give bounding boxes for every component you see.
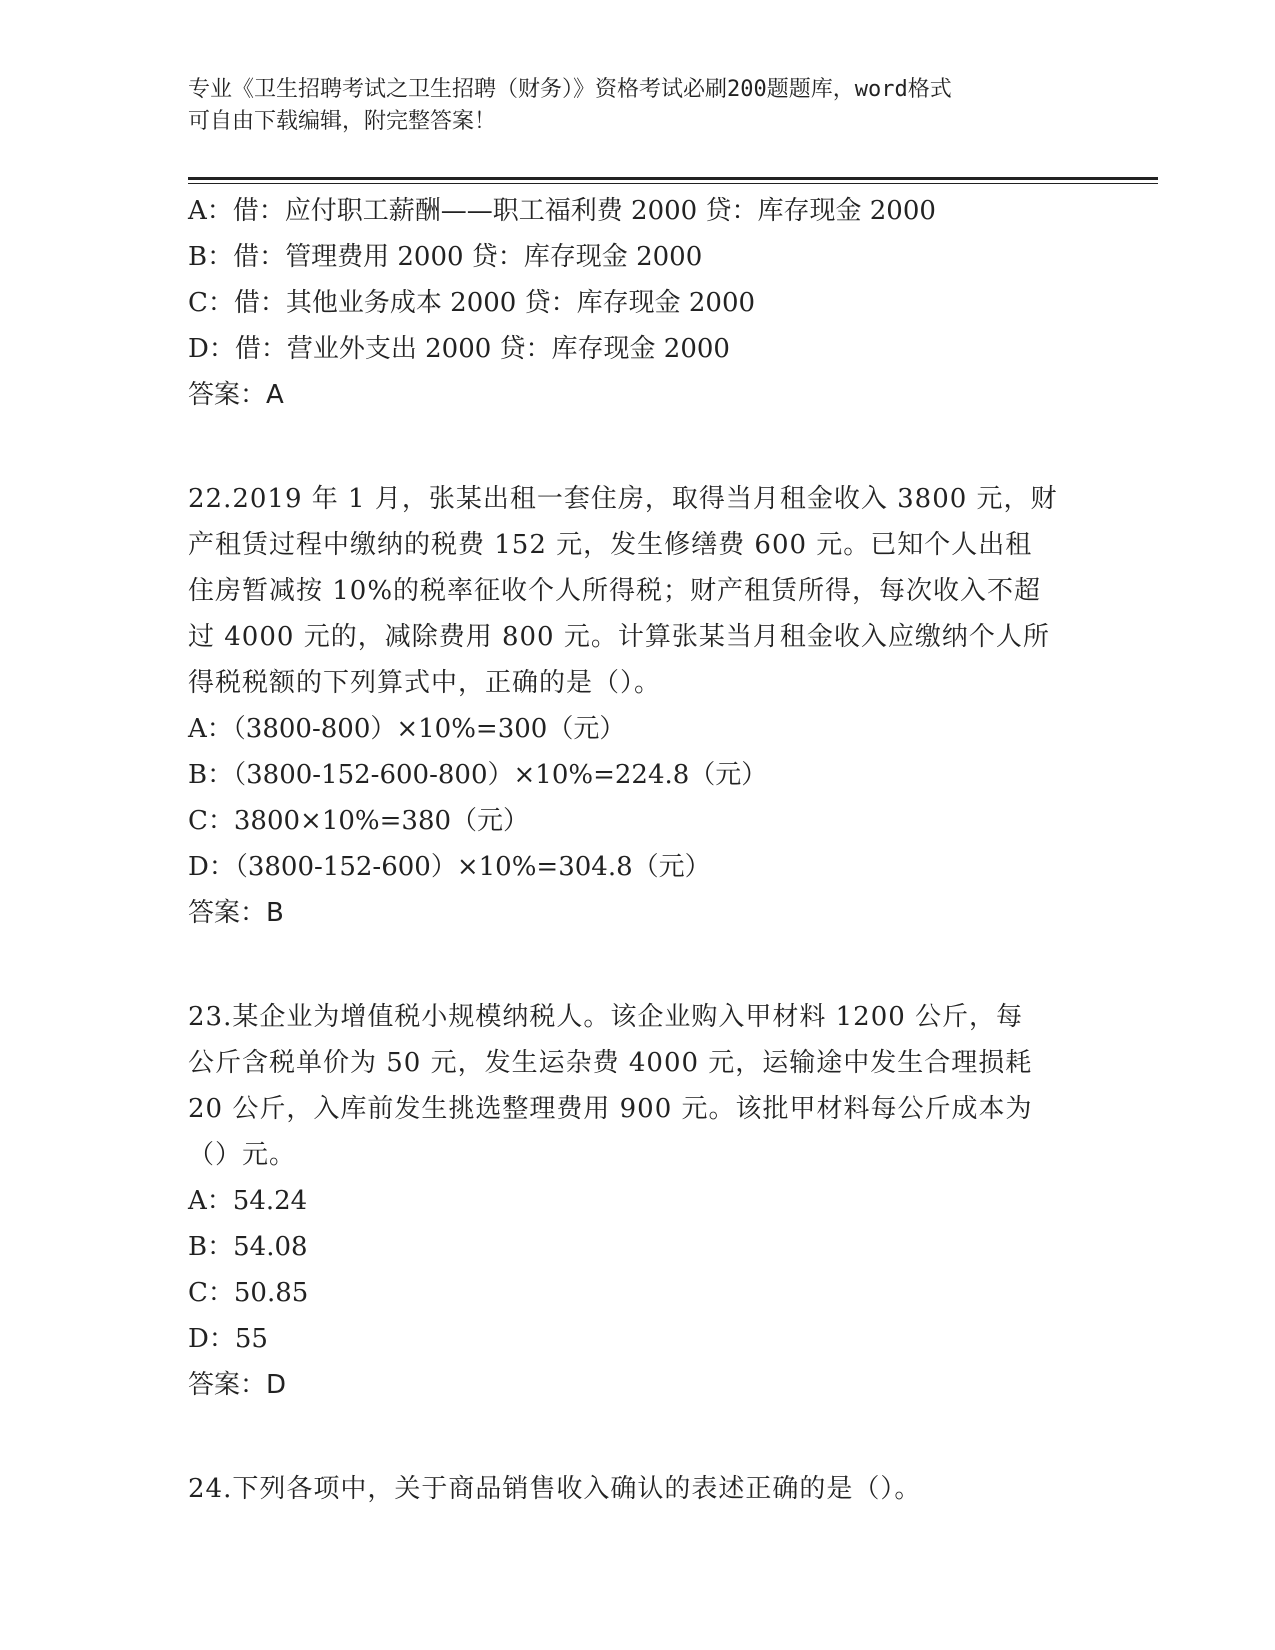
spacer bbox=[188, 936, 1088, 994]
option-d: D：（3800-152-600）×10%=304.8（元） bbox=[188, 852, 711, 882]
option-b: B：借：管理费用 2000 贷：库存现金 2000 bbox=[188, 242, 703, 272]
question-21-answer: 答案：A bbox=[188, 380, 284, 410]
document-body bbox=[188, 188, 1088, 1512]
question-22-line-1: 22.2019 年 1 月，张某出租一套住房，取得当月租金收入 3800 元，财 bbox=[188, 484, 1058, 514]
option-d: D：55 bbox=[188, 1324, 268, 1354]
question-22 bbox=[188, 476, 1088, 936]
question-22-answer: 答案：B bbox=[188, 898, 284, 928]
option-a: A：借：应付职工薪酬——职工福利费 2000 贷：库存现金 2000 bbox=[188, 196, 936, 226]
question-23 bbox=[188, 994, 1088, 1408]
spacer bbox=[188, 418, 1088, 476]
question-23-answer: 答案：D bbox=[188, 1370, 287, 1400]
question-22-line-2: 产租赁过程中缴纳的税费 152 元，发生修缮费 600 元。已知个人出租 bbox=[188, 530, 1033, 560]
question-24 bbox=[188, 1466, 1088, 1512]
question-23-line-2: 公斤含税单价为 50 元，发生运杂费 4000 元，运输途中发生合理损耗 bbox=[188, 1048, 1033, 1078]
question-21-options bbox=[188, 188, 1088, 372]
question-22-line-3: 住房暂减按 10%的税率征收个人所得税；财产租赁所得，每次收入不超 bbox=[188, 576, 1042, 606]
header-line-1: 专业《卫生招聘考试之卫生招聘（财务）》资格考试必刷200题题库，word格式 bbox=[188, 77, 952, 102]
question-23-line-1: 23.某企业为增值税小规模纳税人。该企业购入甲材料 1200 公斤，每 bbox=[188, 1002, 1024, 1032]
question-22-line-5: 得税税额的下列算式中，正确的是（）。 bbox=[188, 668, 662, 698]
option-b: B：（3800-152-600-800）×10%=224.8（元） bbox=[188, 760, 768, 790]
header-divider-thin bbox=[188, 183, 1158, 184]
option-a: A：54.24 bbox=[188, 1186, 308, 1216]
question-23-line-4: （）元。 bbox=[188, 1140, 297, 1170]
option-a: A：（3800-800）×10%=300（元） bbox=[188, 714, 626, 744]
question-24-line-1: 24.下列各项中，关于商品销售收入确认的表述正确的是（）。 bbox=[188, 1474, 922, 1504]
option-b: B：54.08 bbox=[188, 1232, 308, 1262]
option-c: C：50.85 bbox=[188, 1278, 309, 1308]
option-c: C：借：其他业务成本 2000 贷：库存现金 2000 bbox=[188, 288, 756, 318]
header-line-2: 可自由下载编辑，附完整答案！ bbox=[188, 109, 497, 134]
option-d: D：借：营业外支出 2000 贷：库存现金 2000 bbox=[188, 334, 730, 364]
document-header bbox=[188, 74, 1068, 138]
question-22-line-4: 过 4000 元的，减除费用 800 元。计算张某当月租金收入应缴纳个人所 bbox=[188, 622, 1050, 652]
header-divider-thick bbox=[188, 177, 1158, 180]
spacer bbox=[188, 1408, 1088, 1466]
option-c: C：3800×10%=380（元） bbox=[188, 806, 530, 836]
question-23-line-3: 20 公斤，入库前发生挑选整理费用 900 元。该批甲材料每公斤成本为 bbox=[188, 1094, 1033, 1124]
